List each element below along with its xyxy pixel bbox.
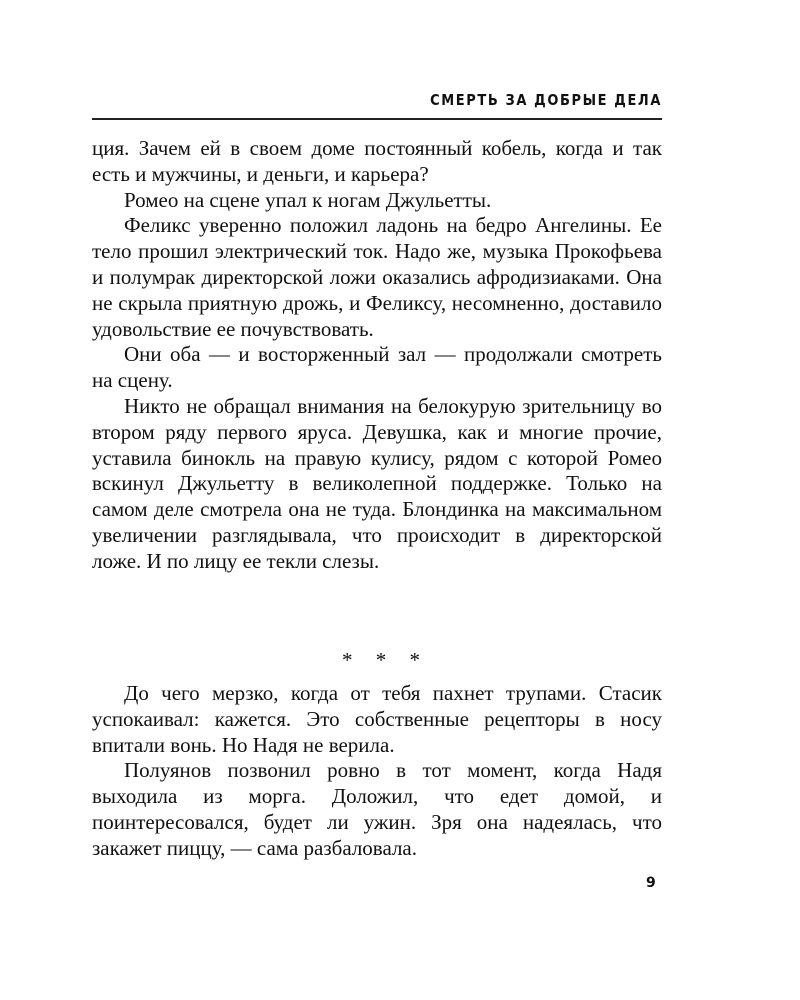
text-block-before-break <box>92 136 662 575</box>
paragraph: Полуянов позвонил ровно в тот момент, когда Надя выходила из морга. Доложил, что едет домой, и поинтересовался, будет ли ужин. Зря она надеялась, что закажет пиццу, — сама разбаловала. <box>92 758 662 860</box>
paragraph: Ромео на сцене упал к ногам Джульетты. <box>124 187 492 212</box>
paragraph: До чего мерзко, когда от тебя пахнет трупами. Стасик успокаивал: кажется. Это собственные рецепторы в носу впитали вонь. Но Надя не верила. <box>92 681 662 757</box>
paragraph: Они оба — и восторженный зал — продолжали смотреть на сцену. <box>92 342 662 393</box>
section-break: * * * <box>342 648 420 672</box>
paragraph: Феликс уверенно положил ладонь на бедро Ангелины. Ее тело прошил электрический ток. Надо же, музыка Прокофьева и полумрак директорской ложи оказались афродизиаками. Она не скрыла приятную дрожь, и Феликсу, несомненно, доставило удовольствие ее почувствовать. <box>92 213 662 341</box>
running-header <box>92 92 662 120</box>
running-title: СМЕРТЬ ЗА ДОБРЫЕ ДЕЛА <box>430 92 662 110</box>
text-block-after-break <box>92 681 662 862</box>
paragraph: ция. Зачем ей в своем доме постоянный кобель, когда и так есть и мужчины, и деньги, и карьера? <box>92 136 662 186</box>
page-number: 9 <box>646 875 656 891</box>
paragraph: Никто не обращал внимания на белокурую зрительницу во втором ряду первого яруса. Девушка, как и многие прочие, уставила бинокль на правую кулису, рядом с которой Ромео вскинул Джульетту в великолепной поддержке. Только на самом деле смотрела она не туда. Блондинка на максимальном увеличении разглядывала, что происходит в директорской ложе. И по лицу ее текли слезы. <box>92 393 662 573</box>
